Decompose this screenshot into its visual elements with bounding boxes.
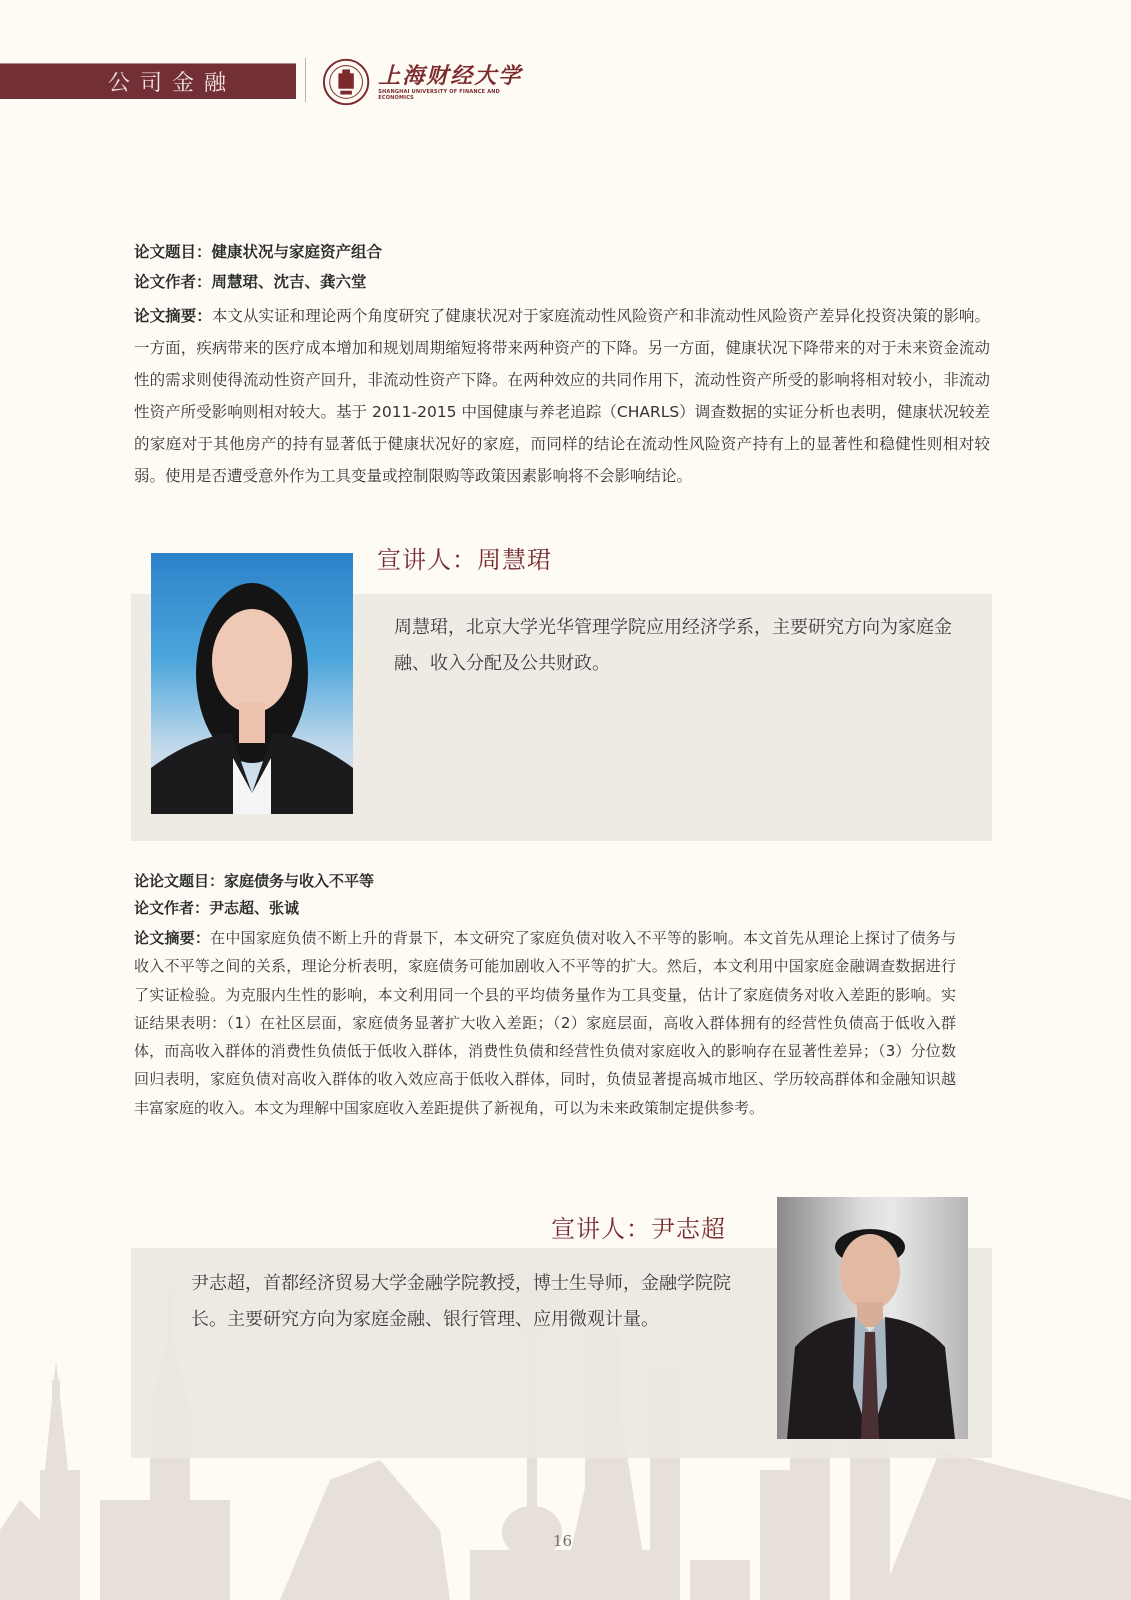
paper-authors-label: 论文作者： (134, 273, 212, 291)
abstract-label: 论文摘要： (134, 307, 212, 325)
section-header-bar (0, 63, 296, 99)
speaker-label: 宣讲人： (377, 546, 477, 574)
university-name-cn: 上海财经大学 (378, 63, 523, 89)
paper-2-authors (134, 897, 299, 918)
paper-1-abstract (134, 300, 990, 492)
paper-title-text: 健康状况与家庭资产组合 (211, 243, 383, 261)
abstract-text: 本文从实证和理论两个角度研究了健康状况对于家庭流动性风险资产和非流动性风险资产差异化投资决策的影响。一方面，疾病带来的医疗成本增加和规划周期缩短将带来两种资产的下降。另一方面，健康状况下降带来的对于未来资金流动性的需求则使得流动性资产回升，非流动性资产下降。在两种效应的共同作用下，流动性资产所受的影响将相对较小，非流动性资产所受影响则相对较大。基于 2011-2015 中国健康与养老追踪（CHARLS）调查数据的实证分析也表明，健康状况较差的家庭对于其他房产的持有显著低于健康状况好的家庭，而同样的结论在流动性风险资产持有上的显著性和稳健性则相对较弱。使用是否遭受意外作为工具变量或控制限购等政策因素影响将不会影响结论。 (134, 307, 990, 485)
university-name-en: SHANGHAI UNIVERSITY OF FINANCE AND ECONOMICS (378, 89, 501, 101)
paper-1-authors (134, 270, 367, 292)
paper-2-title (134, 870, 374, 891)
portrait-icon (777, 1197, 968, 1439)
abstract-label: 论文摘要： (134, 929, 211, 947)
paper-title-label: 论文题目： (134, 243, 212, 261)
speaker-2-bio: 尹志超，首都经济贸易大学金融学院教授，博士生导师，金融学院院长。主要研究方向为家庭金融、银行管理、应用微观计量。 (191, 1273, 731, 1330)
section-label: 公司金融 (107, 71, 236, 96)
paper-title-text: 家庭债务与收入不平等 (224, 872, 375, 890)
university-seal-icon (322, 57, 370, 107)
speaker-label: 宣讲人： (551, 1215, 651, 1243)
header-divider (305, 58, 306, 102)
paper-authors-text: 周慧珺、沈吉、龚六堂 (211, 273, 367, 291)
paper-authors-text: 尹志超、张诚 (209, 899, 300, 917)
paper-title-label: 论论文题目： (134, 872, 225, 890)
abstract-text: 在中国家庭负债不断上升的背景下，本文研究了家庭负债对收入不平等的影响。本文首先从理论上探讨了债务与收入不平等之间的关系，理论分析表明，家庭债务可能加剧收入不平等的扩大。然后，本文利用中国家庭金融调查数据进行了实证检验。为克服内生性的影响，本文利用同一个县的平均债务量作为工具变量，估计了家庭债务对收入差距的影响。实证结果表明：（1）在社区层面，家庭债务显著扩大收入差距；（2）家庭层面，高收入群体拥有的经营性负债高于低收入群体，而高收入群体的消费性负债低于低收入群体，消费性负债和经营性负债对家庭收入的影响存在显著性差异；（3）分位数回归表明，家庭负债对高收入群体的收入效应高于低收入群体，同时，负债显著提高城市地区、学历较高群体和金融知识越丰富家庭的收入。本文为理解中国家庭收入差距提供了新视角，可以为未来政策制定提供参考。 (134, 929, 956, 1117)
university-logo (322, 56, 532, 108)
speaker-1-heading (377, 540, 552, 575)
speaker-name: 尹志超 (651, 1215, 726, 1243)
paper-2-abstract (134, 924, 956, 1122)
page-number: 16 (553, 1532, 573, 1550)
portrait-icon (151, 553, 353, 814)
paper-authors-label: 论文作者： (134, 899, 210, 917)
speaker-1-bio: 周慧珺，北京大学光华管理学院应用经济学系，主要研究方向为家庭金融、收入分配及公共财政。 (394, 617, 952, 674)
speaker-2-heading (551, 1209, 726, 1244)
paper-1-title (134, 240, 382, 262)
speaker-2-photo (777, 1197, 968, 1439)
speaker-1-photo (151, 553, 353, 814)
speaker-name: 周慧珺 (477, 546, 552, 574)
